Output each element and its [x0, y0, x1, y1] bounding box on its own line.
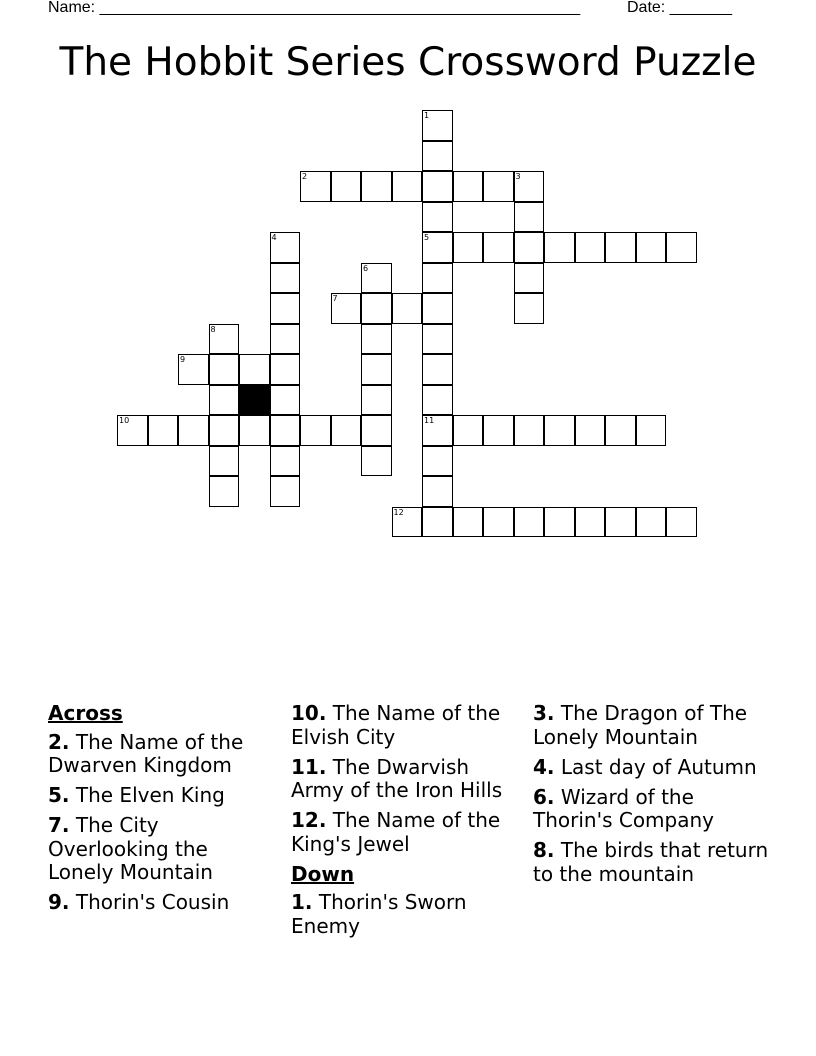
grid-cell[interactable] [422, 385, 453, 416]
clue-number: 10 [119, 416, 130, 425]
grid-cell[interactable] [270, 446, 301, 477]
clue-text: Last day of Autumn [554, 754, 757, 779]
grid-cell[interactable] [270, 354, 301, 385]
grid-cell[interactable] [483, 507, 514, 538]
clue-text: Wizard of the Thorin's Company [533, 784, 715, 832]
grid-cell[interactable] [544, 232, 575, 263]
down-heading: Down [291, 861, 355, 886]
clue-number-label: 11. [291, 754, 327, 779]
grid-cell[interactable] [514, 415, 545, 446]
grid-cell[interactable] [575, 415, 606, 446]
clue-text: Thorin's Sworn Enemy [291, 890, 467, 938]
grid-cell[interactable] [361, 354, 392, 385]
clue-item [291, 809, 527, 856]
clue-number: 9 [180, 355, 186, 364]
clue-number: 12 [393, 507, 404, 517]
grid-cell[interactable] [270, 232, 301, 263]
clue-column-2 [291, 702, 527, 945]
grid-cell[interactable] [422, 263, 453, 294]
grid-cell[interactable] [178, 354, 209, 385]
grid-cell[interactable] [666, 507, 697, 538]
grid-cell[interactable] [361, 171, 392, 202]
clue-item [533, 756, 769, 780]
grid-cell[interactable] [117, 415, 148, 446]
grid-cell[interactable] [575, 232, 606, 263]
grid-cell[interactable] [422, 293, 453, 324]
grid-cell[interactable] [300, 415, 331, 446]
clue-column-3 [533, 702, 769, 893]
grid-cell[interactable] [270, 385, 301, 416]
black-square [239, 385, 270, 416]
across-heading: Across [48, 701, 123, 725]
clue-text: The Dwarvish Army of the Iron Hills [291, 754, 503, 802]
grid-cell[interactable] [422, 446, 453, 477]
clue-number-label: 5. [48, 783, 70, 807]
grid-cell[interactable] [331, 415, 362, 446]
grid-cell[interactable] [422, 141, 453, 172]
grid-cell[interactable] [514, 232, 545, 263]
clue-number: 5 [424, 233, 430, 242]
clue-item [48, 731, 278, 778]
clue-text: The Name of the King's Jewel [291, 808, 501, 856]
clue-number-label: 8. [533, 838, 555, 862]
grid-cell[interactable] [209, 446, 240, 477]
grid-cell[interactable] [270, 415, 301, 446]
grid-cell[interactable] [422, 476, 453, 507]
grid-cell[interactable] [239, 415, 270, 446]
clue-number-label: 7. [48, 813, 70, 837]
grid-cell[interactable] [514, 507, 545, 538]
grid-cell[interactable] [392, 293, 423, 324]
clue-item [48, 891, 278, 915]
grid-cell[interactable] [422, 171, 453, 202]
grid-cell[interactable] [422, 324, 453, 355]
clue-number: 3 [515, 172, 521, 181]
clue-number-label: 2. [48, 729, 70, 754]
grid-cell[interactable] [422, 354, 453, 385]
grid-cell[interactable] [514, 171, 545, 202]
grid-cell[interactable] [209, 385, 240, 416]
grid-cell[interactable] [453, 171, 484, 202]
clue-text: Thorin's Cousin [69, 890, 230, 914]
grid-cell[interactable] [483, 171, 514, 202]
clue-number-label: 10. [291, 701, 327, 725]
grid-cell[interactable] [514, 263, 545, 294]
grid-cell[interactable] [453, 507, 484, 538]
clue-number: 11 [424, 416, 435, 425]
grid-cell[interactable] [422, 415, 453, 446]
grid-cell[interactable] [209, 324, 240, 355]
grid-cell[interactable] [331, 293, 362, 324]
grid-cell[interactable] [209, 354, 240, 385]
clue-item [48, 814, 278, 885]
clue-number-label: 1. [291, 890, 313, 914]
grid-cell[interactable] [148, 415, 179, 446]
clue-number: 4 [271, 233, 277, 242]
clue-number: 8 [210, 324, 216, 334]
grid-cell[interactable] [575, 507, 606, 538]
clue-item [291, 891, 527, 938]
page-title: The Hobbit Series Crossword Puzzle [59, 40, 757, 85]
clue-text: The Dragon of The Lonely Mountain [533, 701, 748, 749]
grid-cell[interactable] [270, 476, 301, 507]
grid-cell[interactable] [270, 293, 301, 324]
grid-cell[interactable] [331, 171, 362, 202]
grid-cell[interactable] [361, 385, 392, 416]
grid-cell[interactable] [422, 507, 453, 538]
clue-number-label: 3. [533, 701, 555, 725]
grid-cell[interactable] [636, 415, 667, 446]
grid-cell[interactable] [483, 415, 514, 446]
grid-cell[interactable] [270, 324, 301, 355]
clue-number-label: 12. [291, 808, 327, 832]
name-field-label: Name: ______________________________________________________ [48, 0, 581, 16]
grid-cell[interactable] [361, 293, 392, 324]
grid-cell[interactable] [361, 415, 392, 446]
grid-cell[interactable] [392, 171, 423, 202]
grid-cell[interactable] [361, 446, 392, 477]
grid-cell[interactable] [544, 415, 575, 446]
clue-number: 6 [363, 263, 369, 273]
grid-cell[interactable] [209, 476, 240, 507]
clue-number-label: 9. [48, 890, 70, 914]
grid-cell[interactable] [361, 324, 392, 355]
clue-text: The Name of the Dwarven Kingdom [48, 729, 244, 777]
clue-text: The birds that return to the mountain [533, 838, 769, 886]
grid-cell[interactable] [605, 507, 636, 538]
clue-item [533, 839, 769, 886]
grid-cell[interactable] [636, 232, 667, 263]
date-field-label: Date: _______ [627, 0, 732, 16]
grid-cell[interactable] [544, 507, 575, 538]
grid-cell[interactable] [239, 354, 270, 385]
grid-cell[interactable] [361, 263, 392, 294]
clue-text: The Name of the Elvish City [291, 701, 501, 749]
grid-cell[interactable] [514, 293, 545, 324]
grid-cell[interactable] [422, 232, 453, 263]
grid-cell[interactable] [605, 415, 636, 446]
clue-item [291, 702, 527, 749]
grid-cell[interactable] [453, 415, 484, 446]
grid-cell[interactable] [178, 415, 209, 446]
grid-cell[interactable] [514, 202, 545, 233]
clue-number: 7 [332, 294, 338, 303]
clue-column-1 [48, 702, 278, 921]
clue-text: The City Overlooking the Lonely Mountain [48, 813, 213, 884]
grid-cell[interactable] [636, 507, 667, 538]
grid-cell[interactable] [483, 232, 514, 263]
grid-cell[interactable] [392, 507, 423, 538]
grid-cell[interactable] [209, 415, 240, 446]
clue-number: 2 [302, 172, 308, 181]
clue-item [291, 756, 527, 803]
grid-cell[interactable] [270, 263, 301, 294]
clue-number-label: 6. [533, 784, 555, 809]
grid-cell[interactable] [666, 232, 697, 263]
grid-cell[interactable] [422, 202, 453, 233]
grid-cell[interactable] [422, 110, 453, 141]
clue-number: 1 [424, 111, 430, 120]
clue-item [533, 786, 769, 833]
clue-item [533, 702, 769, 749]
grid-cell[interactable] [300, 171, 331, 202]
clue-item [48, 784, 278, 808]
grid-cell[interactable] [453, 232, 484, 263]
grid-cell[interactable] [605, 232, 636, 263]
clue-number-label: 4. [533, 754, 555, 779]
clue-text: The Elven King [69, 783, 225, 807]
